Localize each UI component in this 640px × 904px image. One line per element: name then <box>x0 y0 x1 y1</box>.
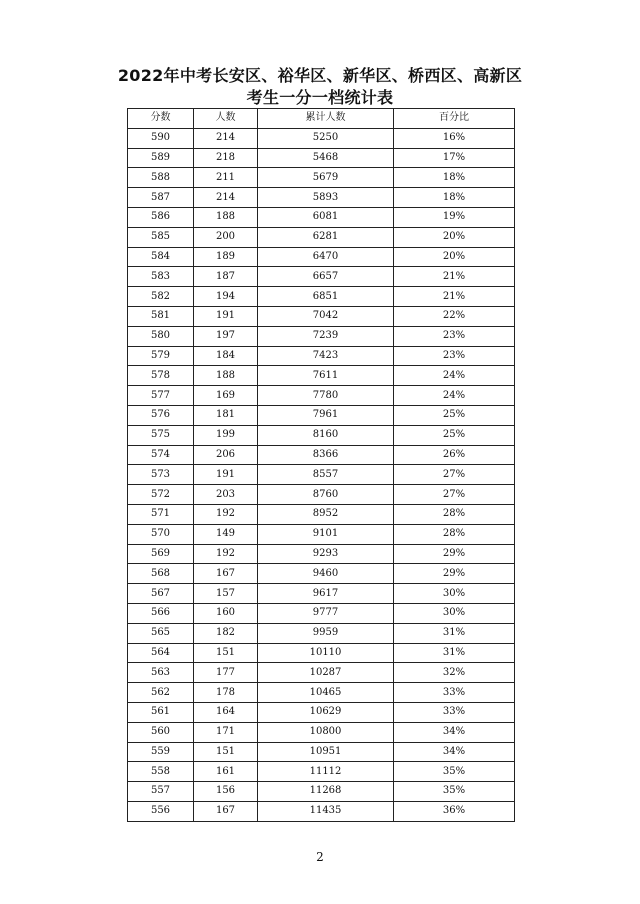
cell-percentage: 18% <box>394 188 515 208</box>
cell-cumulative-count: 6657 <box>258 267 394 287</box>
cell-percentage: 22% <box>394 306 515 326</box>
cell-score: 582 <box>128 287 194 307</box>
cell-count: 194 <box>194 287 258 307</box>
table-row <box>128 722 515 742</box>
cell-cumulative-count: 7961 <box>258 405 394 425</box>
cell-percentage: 35% <box>394 782 515 802</box>
cell-count: 191 <box>194 306 258 326</box>
cell-cumulative-count: 5250 <box>258 128 394 148</box>
cell-count: 203 <box>194 485 258 505</box>
table-header-row <box>128 109 515 129</box>
table-row <box>128 584 515 604</box>
cell-score: 578 <box>128 366 194 386</box>
cell-percentage: 25% <box>394 405 515 425</box>
cell-score: 580 <box>128 326 194 346</box>
cell-percentage: 23% <box>394 326 515 346</box>
cell-count: 178 <box>194 683 258 703</box>
cell-count: 192 <box>194 504 258 524</box>
cell-cumulative-count: 8160 <box>258 425 394 445</box>
cell-score: 559 <box>128 742 194 762</box>
table-row <box>128 465 515 485</box>
cell-count: 184 <box>194 346 258 366</box>
table-row <box>128 267 515 287</box>
table-row <box>128 801 515 821</box>
cell-score: 571 <box>128 504 194 524</box>
cell-percentage: 30% <box>394 584 515 604</box>
cell-percentage: 20% <box>394 227 515 247</box>
table-row <box>128 445 515 465</box>
cell-score: 566 <box>128 603 194 623</box>
cell-count: 169 <box>194 386 258 406</box>
cell-count: 211 <box>194 168 258 188</box>
table-row <box>128 564 515 584</box>
cell-count: 164 <box>194 702 258 722</box>
cell-percentage: 21% <box>394 287 515 307</box>
cell-score: 556 <box>128 801 194 821</box>
table-row <box>128 623 515 643</box>
cell-percentage: 19% <box>394 207 515 227</box>
table-row <box>128 742 515 762</box>
cell-cumulative-count: 6081 <box>258 207 394 227</box>
cell-score: 562 <box>128 683 194 703</box>
header-count: 人数 <box>194 109 258 129</box>
cell-score: 563 <box>128 663 194 683</box>
cell-cumulative-count: 9617 <box>258 584 394 604</box>
cell-score: 586 <box>128 207 194 227</box>
table-row <box>128 782 515 802</box>
cell-count: 191 <box>194 465 258 485</box>
cell-percentage: 21% <box>394 267 515 287</box>
cell-score: 577 <box>128 386 194 406</box>
cell-count: 206 <box>194 445 258 465</box>
cell-count: 199 <box>194 425 258 445</box>
cell-score: 570 <box>128 524 194 544</box>
cell-score: 560 <box>128 722 194 742</box>
cell-percentage: 18% <box>394 168 515 188</box>
cell-cumulative-count: 10465 <box>258 683 394 703</box>
cell-count: 187 <box>194 267 258 287</box>
cell-percentage: 27% <box>394 485 515 505</box>
cell-cumulative-count: 8952 <box>258 504 394 524</box>
cell-percentage: 27% <box>394 465 515 485</box>
cell-cumulative-count: 9777 <box>258 603 394 623</box>
table-row <box>128 643 515 663</box>
table-row <box>128 148 515 168</box>
cell-score: 572 <box>128 485 194 505</box>
table-row <box>128 326 515 346</box>
cell-cumulative-count: 8760 <box>258 485 394 505</box>
table-row <box>128 702 515 722</box>
table-row <box>128 485 515 505</box>
cell-percentage: 29% <box>394 544 515 564</box>
cell-percentage: 29% <box>394 564 515 584</box>
cell-cumulative-count: 9293 <box>258 544 394 564</box>
cell-cumulative-count: 6470 <box>258 247 394 267</box>
cell-cumulative-count: 11268 <box>258 782 394 802</box>
table-row <box>128 188 515 208</box>
cell-cumulative-count: 11112 <box>258 762 394 782</box>
cell-count: 188 <box>194 207 258 227</box>
cell-percentage: 34% <box>394 742 515 762</box>
cell-cumulative-count: 9101 <box>258 524 394 544</box>
cell-percentage: 34% <box>394 722 515 742</box>
cell-percentage: 28% <box>394 524 515 544</box>
cell-cumulative-count: 6281 <box>258 227 394 247</box>
cell-score: 573 <box>128 465 194 485</box>
table-row <box>128 504 515 524</box>
cell-percentage: 25% <box>394 425 515 445</box>
cell-cumulative-count: 7611 <box>258 366 394 386</box>
cell-cumulative-count: 8557 <box>258 465 394 485</box>
table-row <box>128 762 515 782</box>
cell-score: 557 <box>128 782 194 802</box>
cell-count: 157 <box>194 584 258 604</box>
table-body <box>128 128 515 821</box>
cell-count: 156 <box>194 782 258 802</box>
table-row <box>128 386 515 406</box>
cell-cumulative-count: 9959 <box>258 623 394 643</box>
cell-percentage: 33% <box>394 683 515 703</box>
cell-count: 181 <box>194 405 258 425</box>
cell-score: 575 <box>128 425 194 445</box>
cell-cumulative-count: 10951 <box>258 742 394 762</box>
cell-count: 197 <box>194 326 258 346</box>
cell-count: 160 <box>194 603 258 623</box>
cell-score: 579 <box>128 346 194 366</box>
cell-cumulative-count: 7780 <box>258 386 394 406</box>
cell-percentage: 17% <box>394 148 515 168</box>
table-row <box>128 207 515 227</box>
cell-score: 565 <box>128 623 194 643</box>
cell-count: 214 <box>194 188 258 208</box>
cell-percentage: 31% <box>394 623 515 643</box>
header-score: 分数 <box>128 109 194 129</box>
table-row <box>128 346 515 366</box>
header-cumulative-count: 累计人数 <box>258 109 394 129</box>
cell-count: 200 <box>194 227 258 247</box>
cell-percentage: 31% <box>394 643 515 663</box>
cell-count: 192 <box>194 544 258 564</box>
table-row <box>128 247 515 267</box>
cell-percentage: 20% <box>394 247 515 267</box>
cell-cumulative-count: 11435 <box>258 801 394 821</box>
document-subtitle: 考生一分一档统计表 <box>246 88 394 107</box>
cell-cumulative-count: 7423 <box>258 346 394 366</box>
cell-percentage: 24% <box>394 386 515 406</box>
cell-score: 568 <box>128 564 194 584</box>
cell-score: 576 <box>128 405 194 425</box>
cell-percentage: 16% <box>394 128 515 148</box>
cell-percentage: 30% <box>394 603 515 623</box>
cell-cumulative-count: 10110 <box>258 643 394 663</box>
cell-count: 167 <box>194 801 258 821</box>
cell-cumulative-count: 5893 <box>258 188 394 208</box>
cell-percentage: 35% <box>394 762 515 782</box>
table-row <box>128 603 515 623</box>
cell-score: 564 <box>128 643 194 663</box>
cell-score: 589 <box>128 148 194 168</box>
cell-score: 588 <box>128 168 194 188</box>
cell-count: 177 <box>194 663 258 683</box>
cell-score: 581 <box>128 306 194 326</box>
cell-score: 585 <box>128 227 194 247</box>
cell-cumulative-count: 7239 <box>258 326 394 346</box>
cell-score: 567 <box>128 584 194 604</box>
cell-count: 151 <box>194 643 258 663</box>
cell-count: 214 <box>194 128 258 148</box>
cell-score: 558 <box>128 762 194 782</box>
cell-score: 574 <box>128 445 194 465</box>
cell-count: 218 <box>194 148 258 168</box>
table-row <box>128 128 515 148</box>
table-row <box>128 524 515 544</box>
cell-percentage: 33% <box>394 702 515 722</box>
table-row <box>128 663 515 683</box>
cell-count: 182 <box>194 623 258 643</box>
cell-cumulative-count: 8366 <box>258 445 394 465</box>
table-row <box>128 287 515 307</box>
table-row <box>128 227 515 247</box>
score-distribution-table <box>127 108 515 822</box>
cell-count: 188 <box>194 366 258 386</box>
cell-cumulative-count: 10629 <box>258 702 394 722</box>
table-row <box>128 306 515 326</box>
cell-count: 189 <box>194 247 258 267</box>
cell-cumulative-count: 5679 <box>258 168 394 188</box>
cell-score: 590 <box>128 128 194 148</box>
table-row <box>128 544 515 564</box>
cell-score: 569 <box>128 544 194 564</box>
cell-percentage: 36% <box>394 801 515 821</box>
cell-cumulative-count: 9460 <box>258 564 394 584</box>
cell-percentage: 23% <box>394 346 515 366</box>
cell-count: 171 <box>194 722 258 742</box>
cell-count: 151 <box>194 742 258 762</box>
page-number: 2 <box>316 850 324 864</box>
document-title: 2022年中考长安区、裕华区、新华区、桥西区、高新区 <box>117 66 523 85</box>
cell-percentage: 26% <box>394 445 515 465</box>
cell-percentage: 28% <box>394 504 515 524</box>
cell-score: 561 <box>128 702 194 722</box>
cell-cumulative-count: 10287 <box>258 663 394 683</box>
cell-cumulative-count: 7042 <box>258 306 394 326</box>
cell-cumulative-count: 10800 <box>258 722 394 742</box>
cell-cumulative-count: 5468 <box>258 148 394 168</box>
table-row <box>128 683 515 703</box>
cell-score: 587 <box>128 188 194 208</box>
cell-percentage: 24% <box>394 366 515 386</box>
cell-count: 161 <box>194 762 258 782</box>
cell-score: 584 <box>128 247 194 267</box>
table-row <box>128 366 515 386</box>
table-row <box>128 425 515 445</box>
cell-cumulative-count: 6851 <box>258 287 394 307</box>
cell-percentage: 32% <box>394 663 515 683</box>
table-row <box>128 168 515 188</box>
cell-score: 583 <box>128 267 194 287</box>
table-row <box>128 405 515 425</box>
cell-count: 149 <box>194 524 258 544</box>
cell-count: 167 <box>194 564 258 584</box>
header-percentage: 百分比 <box>394 109 515 129</box>
